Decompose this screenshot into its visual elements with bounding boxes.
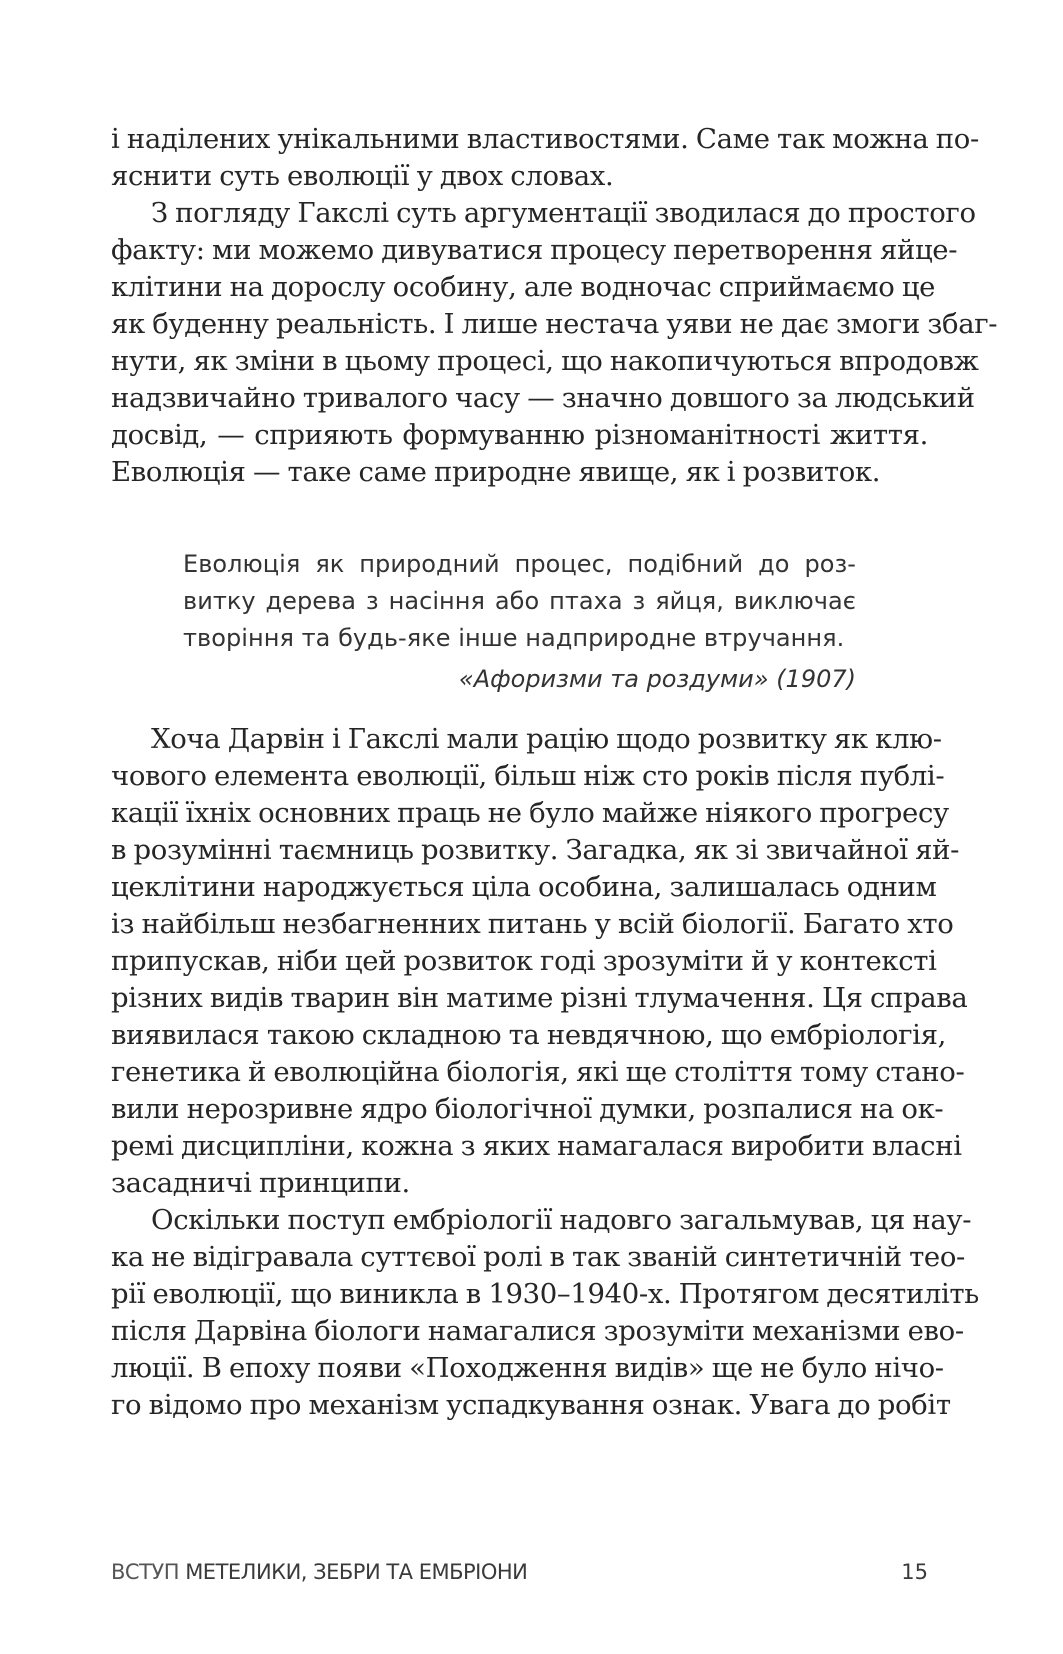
body-line: Хоча Дарвін і Гакслі мали рацію щодо розвитку як клю- <box>151 723 942 755</box>
body-line: Оскільки поступ ембріології надовго загальмував, ця нау- <box>151 1204 972 1236</box>
quote-line: Еволюція як природний процес, подібний до роз- <box>183 550 856 578</box>
footer-section: ВСТУП <box>111 1560 179 1584</box>
body-line: різних видів тварин він матиме різні тлумачення. Ця справа <box>111 982 968 1014</box>
body-line: чового елемента еволюції, більш ніж сто років після публі- <box>111 760 945 792</box>
body-line: нути, як зміни в цьому процесі, що накопичуються впродовж <box>111 345 979 377</box>
body-line: яснити суть еволюції у двох словах. <box>111 160 614 192</box>
body-line: генетика й еволюційна біологія, які ще століття тому стано- <box>111 1056 965 1088</box>
body-line: люції. В епоху появи «Походження видів» ще не було нічо- <box>111 1352 944 1384</box>
body-line: в розумінні таємниць розвитку. Загадка, як зі звичайної яй- <box>111 834 960 866</box>
body-line: вили нерозривне ядро біологічної думки, розпалися на ок- <box>111 1093 944 1125</box>
footer-title: МЕТЕЛИКИ, ЗЕБРИ ТА ЕМБРІОНИ <box>185 1560 528 1584</box>
body-line: З погляду Гакслі суть аргументації зводилася до простого <box>151 197 976 229</box>
body-line: як буденну реальність. І лише нестача уяви не дає змоги збаг- <box>111 308 998 340</box>
body-line: із найбільш незбагненних питань у всій біології. Багато хто <box>111 908 954 940</box>
body-line: цеклітини народжується ціла особина, залишалась одним <box>111 871 937 903</box>
page-number: 15 <box>901 1560 928 1584</box>
body-line: припускав, ніби цей розвиток годі зрозуміти й у контексті <box>111 945 937 977</box>
quote-source: «Афоризми та роздуми» (1907) <box>458 665 856 693</box>
body-line: ремі дисципліни, кожна з яких намагалася виробити власні <box>111 1130 962 1162</box>
body-line: рії еволюції, що виникла в 1930–1940-х. Протягом десятиліть <box>111 1278 979 1310</box>
quote-line: витку дерева з насіння або птаха з яйця, виключає <box>183 587 856 615</box>
body-line: засадничі принципи. <box>111 1167 410 1199</box>
body-line: досвід, — сприяють формуванню різноманітності життя. <box>111 419 928 451</box>
body-line: виявилася такою складною та невдячною, що ембріологія, <box>111 1019 946 1051</box>
body-line: Еволюція — таке саме природне явище, як і розвиток. <box>111 456 881 488</box>
body-line: кації їхніх основних праць не було майже ніякого прогресу <box>111 797 949 829</box>
body-line: го відомо про механізм успадкування ознак. Увага до робіт <box>111 1389 951 1421</box>
running-footer <box>111 1558 527 1586</box>
body-line: ка не відігравала суттєвої ролі в так званій синтетичній тео- <box>111 1241 966 1273</box>
body-line: і наділених унікальними властивостями. Саме так можна по- <box>111 123 979 155</box>
body-line: клітини на дорослу особину, але водночас сприймаємо це <box>111 271 936 303</box>
body-line: надзвичайно тривалого часу — значно довшого за людський <box>111 382 975 414</box>
body-line: факту: ми можемо дивуватися процесу перетворення яйце- <box>111 234 958 266</box>
body-line: після Дарвіна біологи намагалися зрозуміти механізми ево- <box>111 1315 964 1347</box>
quote-line: творіння та будь-яке інше надприродне втручання. <box>183 624 845 652</box>
